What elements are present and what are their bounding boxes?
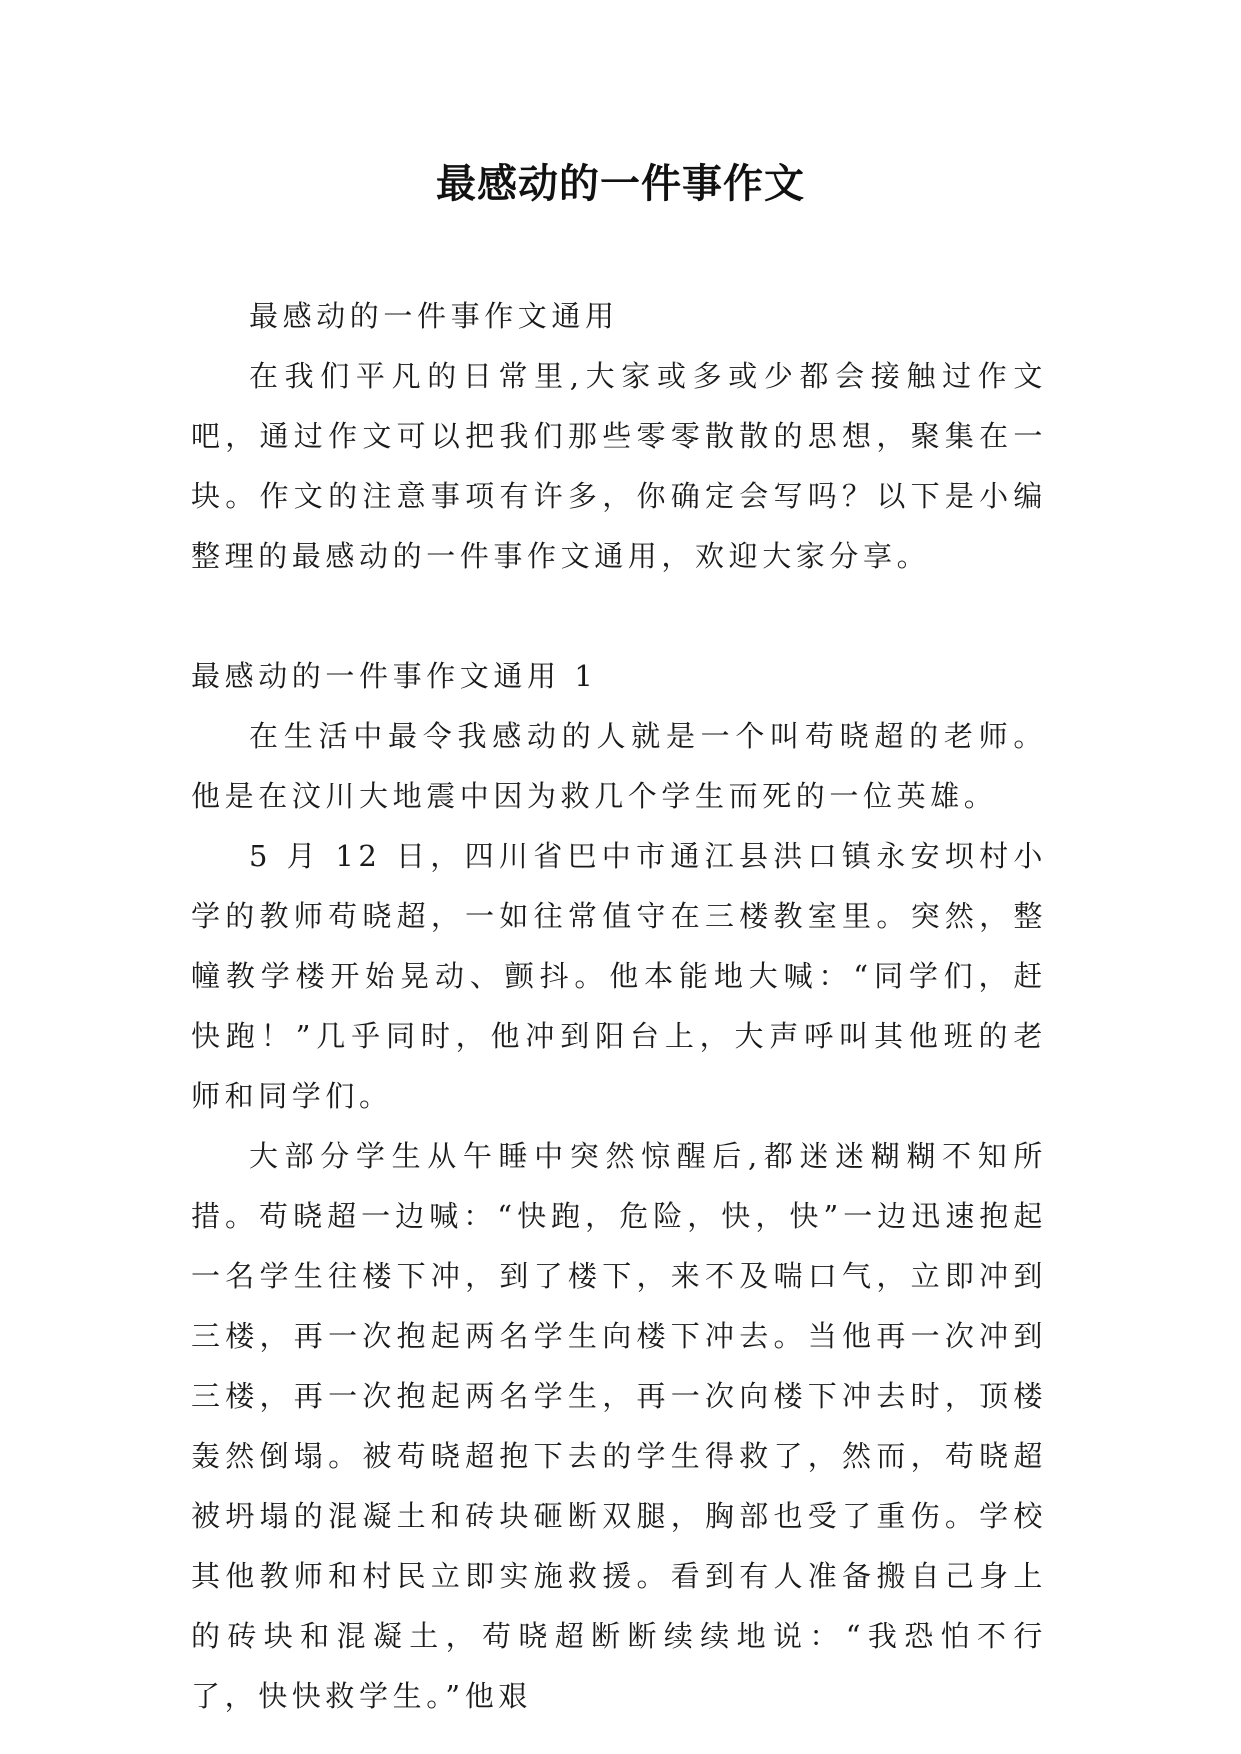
intro-paragraph: 在我们平凡的日常里,大家或多或少都会接触过作文吧，通过作文可以把我们那些零零散散的思想，聚集在一块。作文的注意事项有许多，你确定会写吗？以下是小编整理的最感动的一件事作文通用，欢迎大家分享。	[191, 359, 1047, 573]
document-body	[191, 286, 1047, 1726]
body-paragraph: 5 月 12 日，四川省巴中市通江县洪口镇永安坝村小学的教师苟晓超，一如往常值守在三楼教室里。突然，整幢教学楼开始晃动、颤抖。他本能地大喊：“同学们，赶快跑！”几乎同时，他冲到阳台上，大声呼叫其他班的老师和同学们。	[191, 839, 1047, 1113]
intro-heading: 最感动的一件事作文通用	[249, 299, 619, 333]
body-paragraph: 大部分学生从午睡中突然惊醒后,都迷迷糊糊不知所措。苟晓超一边喊：“快跑，危险，快，快”一边迅速抱起一名学生往楼下冲，到了楼下，来不及喘口气，立即冲到三楼，再一次抱起两名学生向楼下冲去。当他再一次冲到三楼，再一次抱起两名学生，再一次向楼下冲去时，顶楼轰然倒塌。被苟晓超抱下去的学生得救了，然而，苟晓超被坍塌的混凝土和砖块砸断双腿，胸部也受了重伤。学校其他教师和村民立即实施救援。看到有人准备搬自己身上的砖块和混凝土，苟晓超断断续续地说：“我恐怕不行了，快快救学生。”他艰	[191, 1139, 1047, 1713]
body-paragraph: 在生活中最令我感动的人就是一个叫苟晓超的老师。他是在汶川大地震中因为救几个学生而死的一位英雄。	[191, 719, 1047, 813]
section-spacer	[191, 586, 1047, 646]
section-heading: 最感动的一件事作文通用 1	[191, 659, 598, 693]
document-title: 最感动的一件事作文	[436, 160, 805, 207]
